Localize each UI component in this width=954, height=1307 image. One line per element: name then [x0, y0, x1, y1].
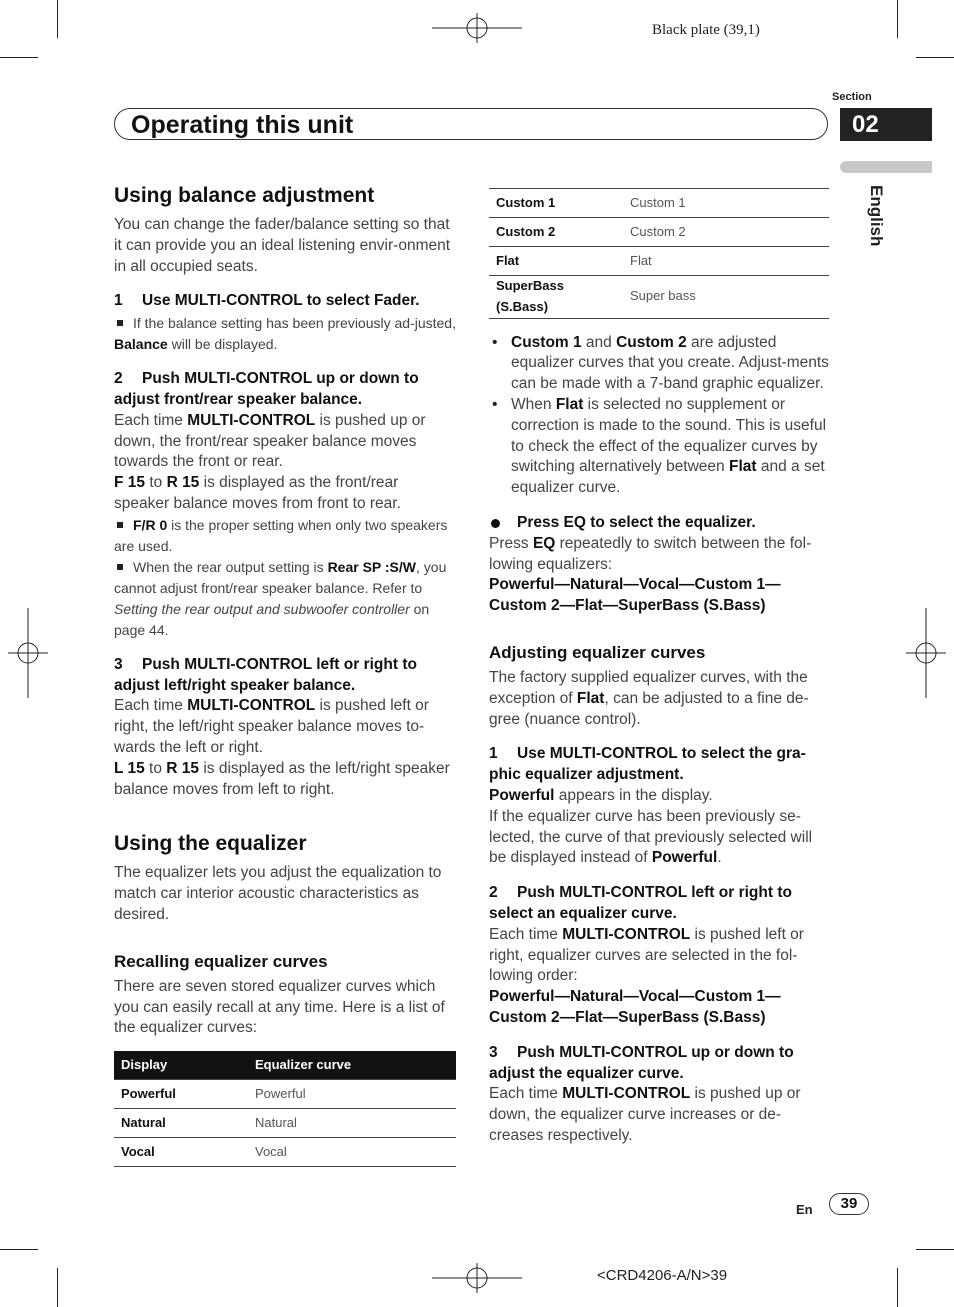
paragraph: If the equalizer curve has been previously se-lected, the curve of that previously selected will be displayed instead of Powerful. — [489, 807, 813, 867]
registration-mark-icon — [432, 1263, 522, 1293]
equalizer-sequence: Powerful—Natural—Vocal—Custom 1—Custom 2—Flat—SuperBass (S.Bass) — [489, 576, 781, 615]
crop-mark — [916, 57, 954, 58]
step-3: 3 Push MULTI-CONTROL left or right to adjust left/right speaker balance. — [114, 655, 417, 694]
table-cell: Custom 1 — [489, 189, 623, 218]
table-header-row — [114, 1051, 456, 1080]
table-cell: Super bass — [623, 276, 829, 319]
registration-mark-icon — [8, 608, 48, 698]
adjust-step-1: 1 Use MULTI-CONTROL to select the gra-phic equalizer adjustment. — [489, 745, 806, 784]
paragraph: F 15 to R 15 is displayed as the front/rear speaker balance moves from front to rear. — [114, 474, 401, 512]
crop-mark — [0, 57, 38, 58]
crop-mark — [57, 1268, 58, 1307]
table-cell: Natural — [248, 1109, 456, 1138]
heading-equalizer: Using the equalizer — [114, 832, 307, 856]
bullet-square-icon — [117, 320, 123, 326]
table-cell: Vocal — [114, 1138, 248, 1167]
bullet-item: • Custom 1 and Custom 2 are adjusted equalizer curves that you create. Adjust-ments can be made with a 7-band graphic equalizer. — [489, 333, 829, 395]
crop-mark — [897, 0, 898, 38]
note: When the rear output setting is Rear SP :S/W, you cannot adjust front/rear speaker balance. Refer to Setting the rear output and subwoofer controller on page 44. — [114, 558, 447, 638]
note: If the balance setting has been previously ad-justed, Balance will be displayed. — [114, 315, 456, 353]
heading-balance: Using balance adjustment — [114, 184, 375, 207]
crop-mark — [0, 1249, 38, 1250]
table-cell: Vocal — [248, 1138, 456, 1167]
document-code: <CRD4206-A/N>39 — [597, 1267, 728, 1284]
table-row — [114, 1109, 456, 1138]
paragraph: Powerful appears in the display. — [489, 786, 713, 804]
table-row — [489, 218, 829, 247]
page-number: 39 — [829, 1193, 869, 1215]
left-column — [114, 180, 456, 1167]
table-cell: Custom 2 — [623, 218, 829, 247]
section-label: Section — [832, 91, 872, 103]
bullet-item: • When Flat is selected no supplement or correction is made to the sound. This is useful to check the effect of the equalizer curves by switching alternatively between Flat and a set equalizer curve. — [489, 395, 829, 499]
press-eq-step: Press EQ to select the equalizer. — [489, 513, 829, 534]
bullet-square-icon — [117, 522, 123, 528]
heading-adjusting: Adjusting equalizer curves — [489, 642, 706, 662]
adjust-step-3: 3 Push MULTI-CONTROL up or down to adjust the equalizer curve. — [489, 1043, 794, 1082]
right-column — [489, 188, 829, 1147]
table-cell: Natural — [114, 1109, 248, 1138]
table-cell: SuperBass (S.Bass) — [489, 276, 623, 319]
language-label: English — [867, 185, 886, 247]
equalizer-intro: The equalizer lets you adjust the equalization to match car interior acoustic characteristics as desired. — [114, 864, 442, 923]
table-cell: Powerful — [114, 1080, 248, 1109]
equalizer-table-b — [489, 188, 829, 319]
table-cell: Powerful — [248, 1080, 456, 1109]
language-code: En — [796, 1202, 813, 1217]
heading-recalling: Recalling equalizer curves — [114, 951, 328, 971]
step-1: 1 Use MULTI-CONTROL to select Fader. — [114, 292, 420, 310]
crop-mark — [916, 1249, 954, 1250]
table-row — [114, 1080, 456, 1109]
registration-mark-icon — [906, 608, 946, 698]
table-row — [489, 189, 829, 218]
crop-mark — [57, 0, 58, 38]
paragraph: L 15 to R 15 is displayed as the left/right speaker balance moves from left to right. — [114, 759, 450, 798]
table-row — [489, 247, 829, 276]
note: F/R 0 is the proper setting when only two speakers are used. — [114, 516, 448, 554]
table-header: Display — [114, 1051, 248, 1080]
recalling-text: There are seven stored equalizer curves which you can easily recall at any time. Here is a list of the equalizer curves: — [114, 977, 445, 1037]
table-cell: Flat — [489, 247, 623, 276]
table-header: Equalizer curve — [248, 1051, 456, 1080]
equalizer-table-a — [114, 1051, 456, 1167]
registration-mark-icon — [432, 13, 522, 43]
paragraph: Each time MULTI-CONTROL is pushed left or right, equalizer curves are selected in the fol-lowing order: — [489, 925, 804, 985]
step-2: 2 Push MULTI-CONTROL up or down to adjust front/rear speaker balance. — [114, 370, 419, 408]
page-title: Operating this unit — [131, 111, 354, 139]
table-row — [489, 276, 829, 319]
paragraph: Each time MULTI-CONTROL is pushed left or right, the left/right speaker balance moves to-wards the left or right. — [114, 697, 429, 756]
plate-label: Black plate (39,1) — [652, 22, 760, 38]
paragraph: Press EQ repeatedly to switch between the fol-lowing equalizers: — [489, 534, 812, 573]
language-tab — [840, 161, 932, 173]
equalizer-sequence: Powerful—Natural—Vocal—Custom 1—Custom 2—Flat—SuperBass (S.Bass) — [489, 988, 781, 1026]
paragraph: Each time MULTI-CONTROL is pushed up or down, the equalizer curve increases or de-creases respectively. — [489, 1085, 801, 1144]
crop-mark — [897, 1268, 898, 1307]
bullet-square-icon — [117, 564, 123, 570]
table-cell: Custom 2 — [489, 218, 623, 247]
section-number: 02 — [840, 108, 932, 141]
table-row — [114, 1138, 456, 1167]
table-cell: Flat — [623, 247, 829, 276]
balance-intro: You can change the fader/balance setting so that it can provide you an ideal listening envir-onment in all occupied seats. — [114, 216, 451, 275]
adjusting-text: The factory supplied equalizer curves, with the exception of Flat, can be adjusted to a fine de-gree (nuance control). — [489, 668, 809, 728]
adjust-step-2: 2 Push MULTI-CONTROL left or right to select an equalizer curve. — [489, 884, 792, 922]
paragraph: Each time MULTI-CONTROL is pushed up or down, the front/rear speaker balance moves towards the front or rear. — [114, 411, 426, 471]
table-cell: Custom 1 — [623, 189, 829, 218]
